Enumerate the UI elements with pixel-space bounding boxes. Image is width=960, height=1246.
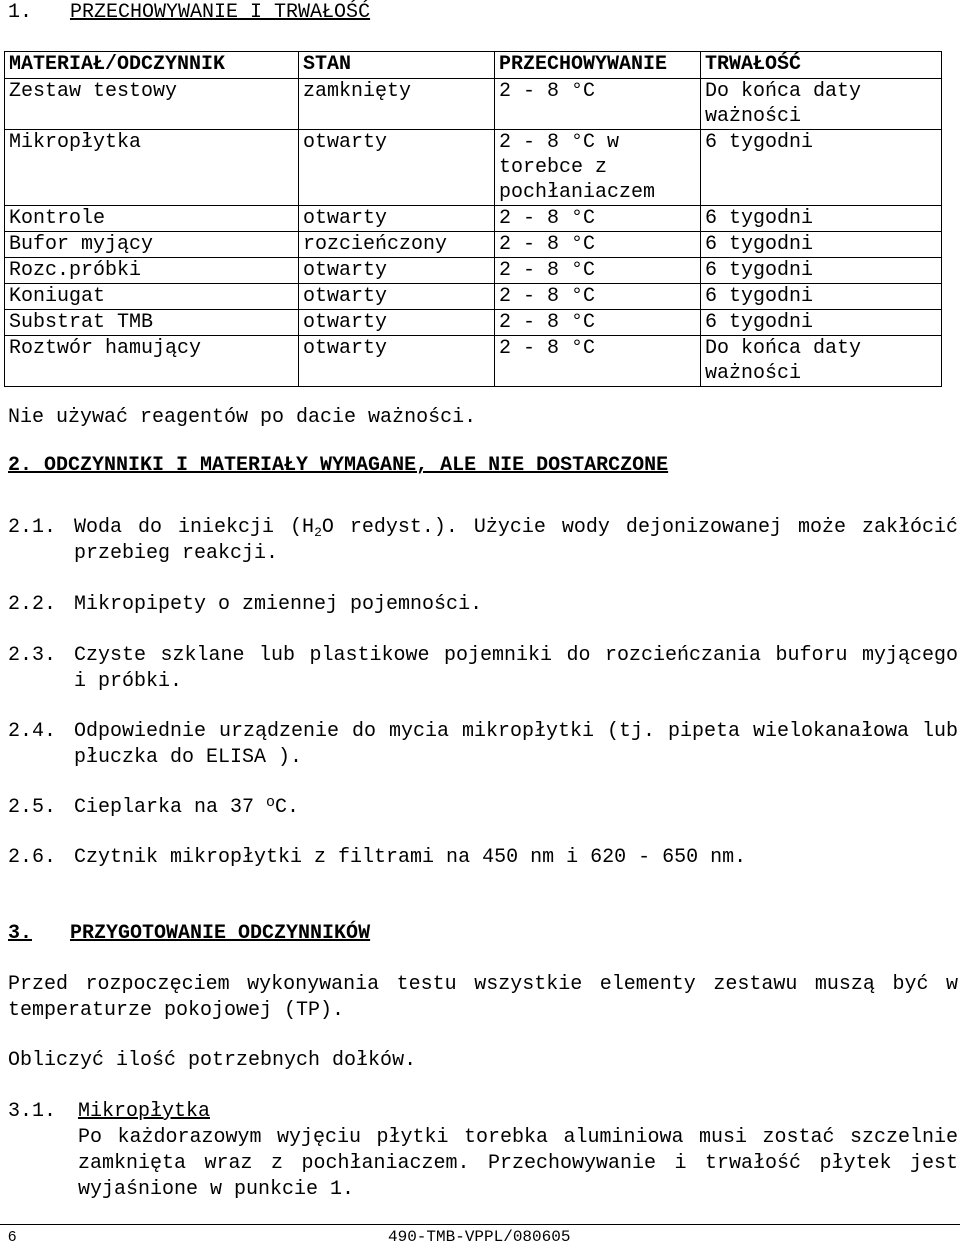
table-cell: 2 - 8 °C w torebce z pochłaniaczem xyxy=(495,130,701,206)
storage-table xyxy=(4,51,942,387)
item-text-part: C. xyxy=(275,796,300,819)
section-3-paragraph-1: Przed rozpoczęciem wykonywania testu wszystkie elementy zestawu muszą być w temperaturze pokojowej (TP). xyxy=(8,973,958,1022)
table-cell: 2 - 8 °C xyxy=(495,232,701,258)
table-row xyxy=(5,206,942,232)
table-cell: Kontrole xyxy=(5,206,299,232)
section-3-title: PRZYGOTOWANIE ODCZYNNIKÓW xyxy=(70,922,371,945)
table-cell: Mikropłytka xyxy=(5,130,299,206)
subsection-title: Mikropłytka xyxy=(78,1100,211,1123)
table-cell: 6 tygodni xyxy=(701,206,942,232)
table-header: TRWAŁOŚĆ xyxy=(701,52,942,79)
table-cell: otwarty xyxy=(299,310,495,336)
item-text: Czytnik mikropłytki z filtrami na 450 nm i 620 - 650 nm. xyxy=(74,846,747,869)
table-cell: Zestaw testowy xyxy=(5,79,299,130)
table-header: STAN xyxy=(299,52,495,79)
item-number: 2.6. xyxy=(8,846,57,869)
item-text-part: O redyst.). Użycie wody dejonizowanej może zakłócić przebieg reakcji. xyxy=(74,516,958,565)
table-cell: otwarty xyxy=(299,130,495,206)
table-cell: zamknięty xyxy=(299,79,495,130)
item-number: 2.4. xyxy=(8,720,57,743)
item-number: 2.1. xyxy=(8,516,57,539)
subsection-body xyxy=(78,1099,958,1203)
list-item-2-4 xyxy=(8,719,958,771)
section-3-heading xyxy=(8,921,370,947)
table-cell: otwarty xyxy=(299,258,495,284)
list-item-2-6 xyxy=(8,845,958,871)
table-row xyxy=(5,258,942,284)
list-item-2-2 xyxy=(8,592,958,618)
item-text-part: Woda do iniekcji (H xyxy=(74,516,315,539)
list-item-2-5 xyxy=(8,795,958,821)
table-cell: 2 - 8 °C xyxy=(495,284,701,310)
table-cell: rozcieńczony xyxy=(299,232,495,258)
section-3-number: 3. xyxy=(8,922,33,945)
degree-symbol: o xyxy=(266,794,276,811)
document-code: 490-TMB-VPPL/080605 xyxy=(388,1228,571,1246)
list-item-2-1 xyxy=(8,515,958,567)
section-1-title: PRZECHOWYWANIE I TRWAŁOŚĆ xyxy=(70,1,371,24)
section-2-title: 2. ODCZYNNIKI I MATERIAŁY WYMAGANE, ALE NIE DOSTARCZONE xyxy=(8,454,669,477)
table-cell: Rozc.próbki xyxy=(5,258,299,284)
table-row xyxy=(5,284,942,310)
table-cell: 2 - 8 °C xyxy=(495,310,701,336)
table-cell: Roztwór hamujący xyxy=(5,336,299,387)
table-row xyxy=(5,336,942,387)
table-cell: 6 tygodni xyxy=(701,284,942,310)
table-cell: otwarty xyxy=(299,336,495,387)
item-number: 2.5. xyxy=(8,796,57,819)
item-text: Mikropipety o zmiennej pojemności. xyxy=(74,593,483,616)
table-row xyxy=(5,310,942,336)
section-3-paragraph-2: Obliczyć ilość potrzebnych dołków. xyxy=(8,1049,417,1072)
table-cell: 6 tygodni xyxy=(701,130,942,206)
table-cell: 2 - 8 °C xyxy=(495,206,701,232)
table-row xyxy=(5,130,942,206)
item-number: 2.2. xyxy=(8,593,57,616)
item-text: Odpowiednie urządzenie do mycia mikropłytki (tj. pipeta wielokanałowa lub płuczka do ELISA ). xyxy=(74,720,958,769)
footer-divider xyxy=(0,1224,960,1225)
item-number: 3.1. xyxy=(8,1100,57,1123)
table-cell: Do końca daty ważności xyxy=(701,336,942,387)
table-cell: 2 - 8 °C xyxy=(495,79,701,130)
section-1-number: 1. xyxy=(8,1,33,24)
table-header: PRZECHOWYWANIE xyxy=(495,52,701,79)
table-cell: 2 - 8 °C xyxy=(495,336,701,387)
page-number: 6 xyxy=(8,1228,17,1245)
table-cell: 6 tygodni xyxy=(701,310,942,336)
expiry-note: Nie używać reagentów po dacie ważności. xyxy=(8,406,477,429)
table-row xyxy=(5,232,942,258)
item-text: Czyste szklane lub plastikowe pojemniki do rozcieńczania buforu myjącego i próbki. xyxy=(74,644,958,693)
table-row xyxy=(5,79,942,130)
table-cell: 2 - 8 °C xyxy=(495,258,701,284)
subsection-3-1 xyxy=(8,1099,958,1203)
table-cell: Koniugat xyxy=(5,284,299,310)
table-cell: 6 tygodni xyxy=(701,232,942,258)
item-text-part: Cieplarka na 37 xyxy=(74,796,267,819)
list-item-2-3 xyxy=(8,643,958,695)
section-1-heading xyxy=(8,0,370,26)
table-header-row xyxy=(5,52,942,79)
table-cell: Do końca daty ważności xyxy=(701,79,942,130)
item-text xyxy=(74,795,958,821)
table-cell: otwarty xyxy=(299,206,495,232)
table-header: MATERIAŁ/ODCZYNNIK xyxy=(5,52,299,79)
subsection-text: Po każdorazowym wyjęciu płytki torebka aluminiowa musi zostać szczelnie zamknięta wraz z pochłaniaczem. Przechowywanie i trwałość płytek jest wyjaśnione w punkcie 1. xyxy=(78,1126,958,1201)
subscript-2: 2 xyxy=(314,525,322,540)
table-cell: Bufor myjący xyxy=(5,232,299,258)
table-cell: otwarty xyxy=(299,284,495,310)
table-cell: Substrat TMB xyxy=(5,310,299,336)
item-text xyxy=(74,515,958,567)
item-number: 2.3. xyxy=(8,644,57,667)
table-cell: 6 tygodni xyxy=(701,258,942,284)
